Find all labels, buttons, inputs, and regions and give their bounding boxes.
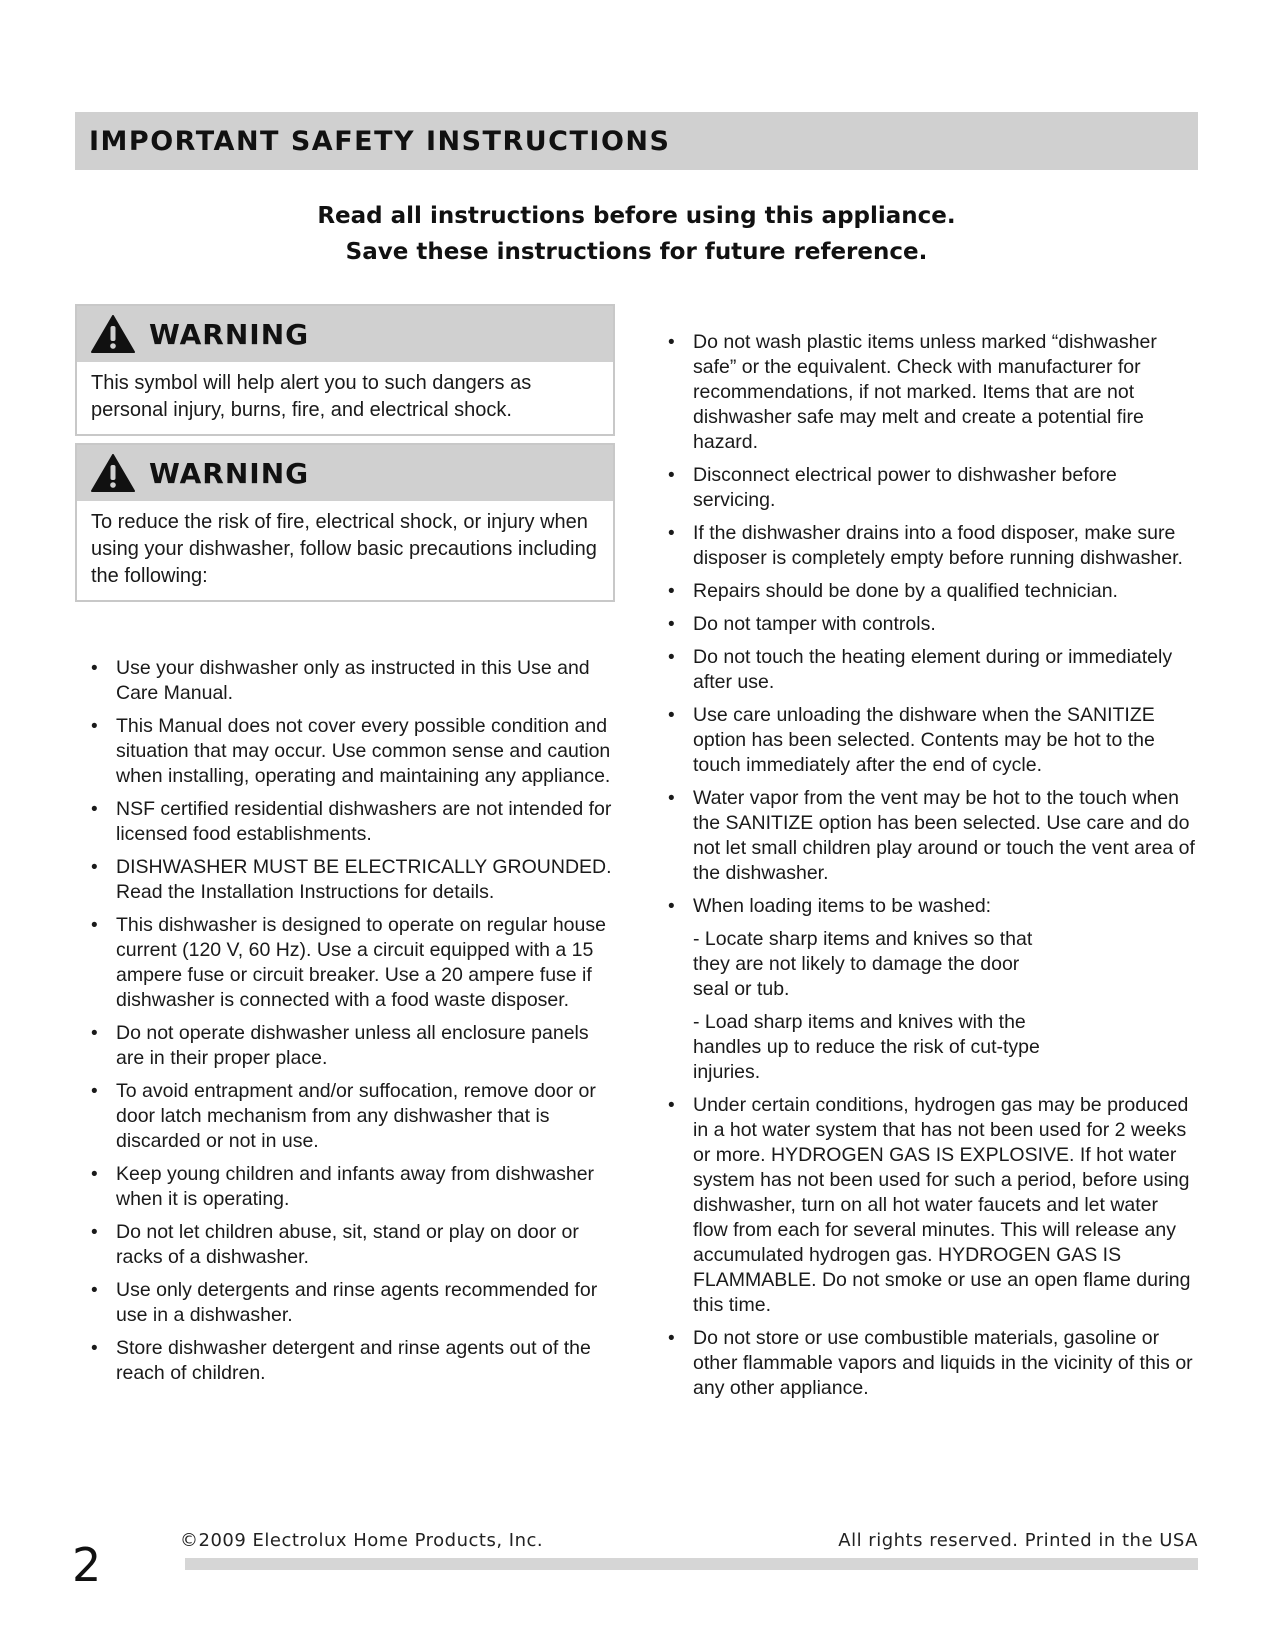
list-item: • If the dishwasher drains into a food disposer, make sure disposer is completely empty before running dishwasher. (665, 521, 1195, 571)
warning-triangle-icon (91, 454, 135, 492)
list-item: • To avoid entrapment and/or suffocation, remove door or door latch mechanism from any dishwasher that is discarded or not in use. (88, 1079, 620, 1154)
loading-subitem: - Locate sharp items and knives so that they are not likely to damage the door seal or tub. (693, 928, 1033, 1000)
warning-triangle-icon (91, 315, 135, 353)
list-item: • Do not operate dishwasher unless all enclosure panels are in their proper place. (88, 1021, 620, 1071)
intro (75, 198, 1198, 270)
list-item: • Repairs should be done by a qualified technician. (665, 579, 1195, 604)
list-item: • Do not tamper with controls. (665, 612, 1195, 637)
list-item: • Do not store or use combustible materials, gasoline or other flammable vapors and liquids in the vicinity of this or any other appliance. (665, 1326, 1195, 1401)
loading-subitem: - Load sharp items and knives with the handles up to reduce the risk of cut-type injuries. (693, 1011, 1040, 1083)
list-item: • This dishwasher is designed to operate on regular house current (120 V, 60 Hz). Use a circuit equipped with a 15 ampere fuse or circuit breaker. Use a 20 ampere fuse if dishwasher is connected with a food waste disposer. (88, 913, 620, 1013)
list-item: • Store dishwasher detergent and rinse agents out of the reach of children. (88, 1336, 620, 1386)
intro-line-2: Save these instructions for future reference. (345, 239, 928, 265)
list-item-loading (665, 894, 1195, 1085)
footer-divider (185, 1558, 1198, 1570)
list-item: • Disconnect electrical power to dishwasher before servicing. (665, 463, 1195, 513)
loading-subitems (693, 927, 1195, 1085)
list-item: • DISHWASHER MUST BE ELECTRICALLY GROUNDED. Read the Installation Instructions for details. (88, 855, 620, 905)
list-item: • Keep young children and infants away from dishwasher when it is operating. (88, 1162, 620, 1212)
warning-box-1 (75, 304, 615, 436)
warning-label: WARNING (149, 317, 310, 351)
list-item: • Do not let children abuse, sit, stand or play on door or racks of a dishwasher. (88, 1220, 620, 1270)
loading-intro: When loading items to be washed: (693, 895, 992, 917)
list-item: • Use your dishwasher only as instructed in this Use and Care Manual. (88, 656, 620, 706)
list-item: • Use only detergents and rinse agents recommended for use in a dishwasher. (88, 1278, 620, 1328)
title-bar (75, 112, 1198, 170)
list-item: • Water vapor from the vent may be hot to the touch when the SANITIZE option has been selected. Use care and do not let small children play around or touch the vent area of the dishwasher. (665, 786, 1195, 886)
warning-text: This symbol will help alert you to such dangers as personal injury, burns, fire, and electrical shock. (91, 372, 532, 421)
list-item: • This Manual does not cover every possible condition and situation that may occur. Use common sense and caution when installing, operating and maintaining any appliance. (88, 714, 620, 789)
list-item: • Do not wash plastic items unless marked “dishwasher safe” or the equivalent. Check with manufacturer for recommendations, if not marked. Items that are not dishwasher safe may melt and create a potential fire hazard. (665, 330, 1195, 455)
page-number: 2 (72, 1538, 102, 1592)
list-item: • Under certain conditions, hydrogen gas may be produced in a hot water system that has not been used for 2 weeks or more. HYDROGEN GAS IS EXPLOSIVE. If hot water system has not been used for such a period, before using dishwasher, turn on all hot water faucets and let water flow from each for several minutes. This will release any accumulated hydrogen gas. HYDROGEN GAS IS FLAMMABLE. Do not smoke or use an open flame during this time. (665, 1093, 1195, 1318)
copyright-text: ©2009 Electrolux Home Products, Inc. (180, 1530, 544, 1551)
list-item: • NSF certified residential dishwashers are not intended for licensed food establishments. (88, 797, 620, 847)
list-item: • Do not touch the heating element during or immediately after use. (665, 645, 1195, 695)
list-item: • Use care unloading the dishware when the SANITIZE option has been selected. Contents may be hot to the touch immediately after the end of cycle. (665, 703, 1195, 778)
warning-box-2 (75, 443, 615, 602)
left-instruction-list (88, 656, 620, 1394)
right-instruction-list (665, 330, 1195, 1409)
intro-line-1: Read all instructions before using this appliance. (317, 203, 956, 229)
warning-text: To reduce the risk of fire, electrical shock, or injury when using your dishwasher, follow basic precautions including the following: (91, 511, 597, 587)
page-title: IMPORTANT SAFETY INSTRUCTIONS (89, 125, 671, 157)
rights-text: All rights reserved. Printed in the USA (838, 1530, 1198, 1551)
warning-label: WARNING (149, 456, 310, 490)
warning-header (77, 306, 613, 362)
warning-header (77, 445, 613, 501)
